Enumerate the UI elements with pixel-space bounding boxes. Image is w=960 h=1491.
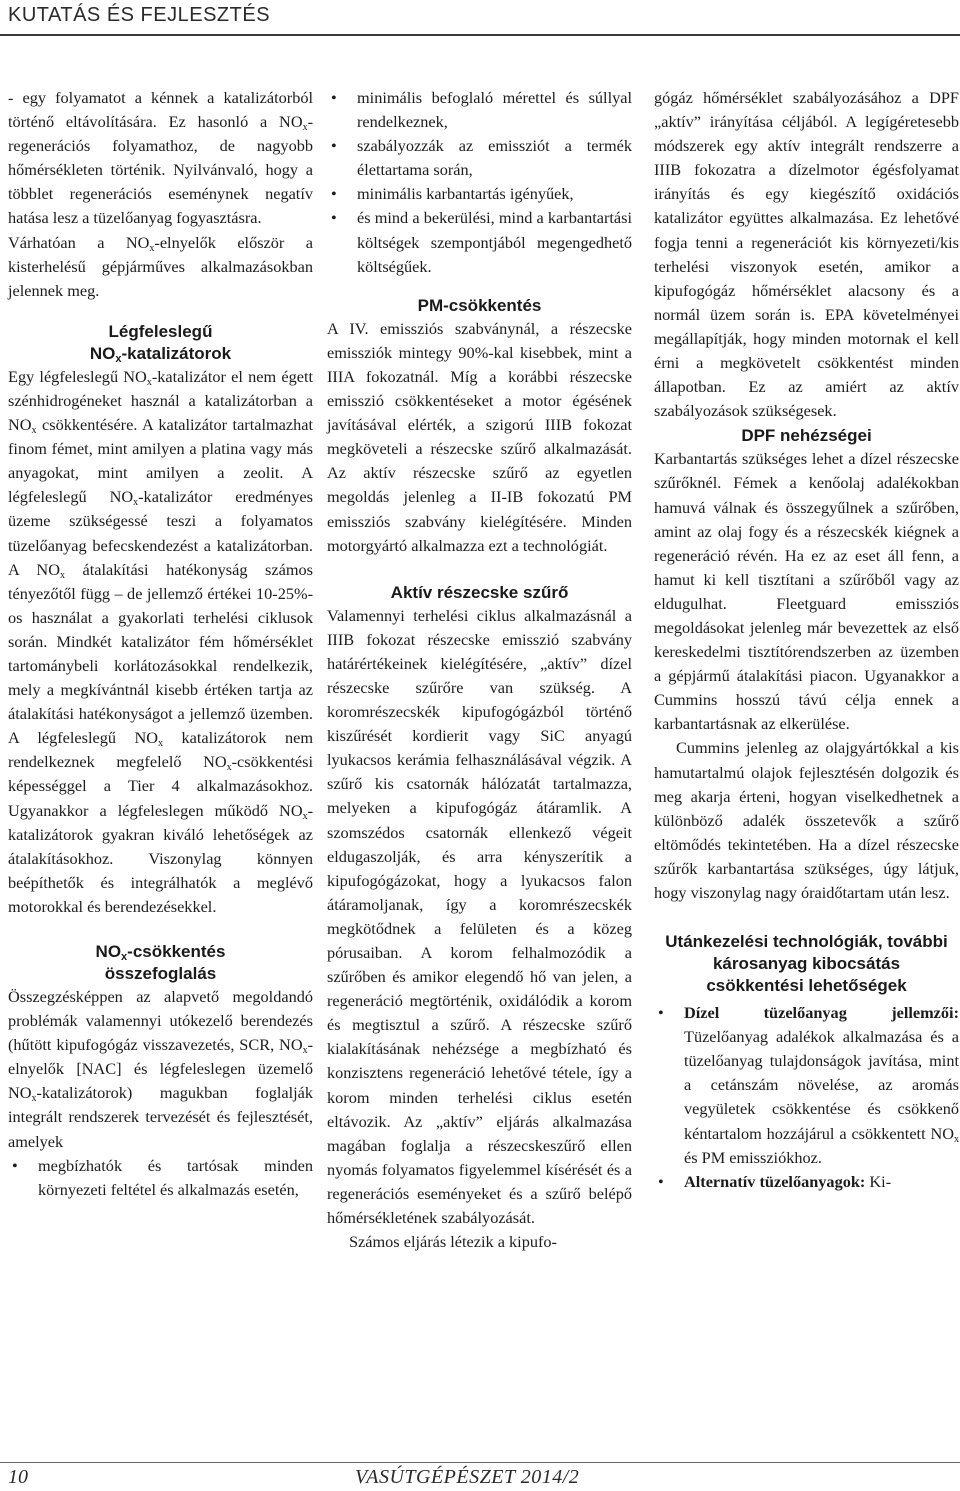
text: -csökkentési képességgel a Tier 4 alkalmazásokhoz. Ugyanakkor a légfeleslegen működő NO <box>8 752 313 820</box>
heading-text: NO <box>95 942 122 961</box>
heading-aftertreatment: Utánkezelési technológiák, további károsanyag kibocsátás csökkentési lehetőségek <box>665 932 948 996</box>
page-header <box>0 0 960 36</box>
list-item: • minimális karbantartás igényűek, <box>327 182 632 206</box>
text: Összegzésképpen az alapvető megoldandó problémák valamennyi utókezelő berendezés (hűtött kipufogógáz visszavezetés, SCR, NO <box>8 987 313 1055</box>
footer-rule <box>0 1462 960 1463</box>
list-item: • szabályozzák az emissziót a termék élettartama során, <box>327 134 632 182</box>
subscript: x <box>146 376 152 388</box>
text: -katalizátorok gyakran kiváló lehetőségek az átalakításokhoz. Viszonylag könnyen beépíthetők és integrálhatók a meglévő motorokkal és berendezésekkel. <box>8 800 313 916</box>
page-footer <box>0 1462 960 1491</box>
text: -elnyelők [NAC] és légfeleslegen üzemelő NO <box>8 1035 313 1103</box>
bold-text: Dízel tüzelőanyag jellemzői: <box>684 1003 959 1023</box>
bullet-list <box>8 1154 313 1202</box>
paragraph: Számos eljárás létezik a kipufo- <box>349 1232 557 1252</box>
paragraph: Valamennyi terhelési ciklus alkalmazásnál a IIIB fokozat részecske emisszió szabvány határértékeinek kielégítésére, „aktív” dízel részecske szűrőre van szükség. A koromrészecskék kipufogógázból történő kiszűrését kordierit vagy SiC anyagú lyukacsos kerámia felhasználásával végzik. A szűrő kis csatornák hálózatát tartalmazza, melyeken a kipufogógáz átáramlik. A szomszédos csatornák ellenkező végeit eldugaszolják, és arra kényszerítik a kipufogógázokat, hogy a lyukacsos falon átáramoljanak, így a koromrészecskék megkötődnek a felületen és a közeg pórusaiban. A korom felhalmozódik a szűrőben és amikor elegendő hő van jelen, a regeneráció megtörténik, oxidálódik a korom és megtisztul a szűrő. A részecske szűrő kialakításának nehézsége a megbízható és konzisztens regeneráció lehetővé tétele, így a korom minden terhelési ciklus esetén eltávozik. Az „aktív” eljárás alkalmazása magában foglalja a részecskeszűrő ellen nyomás folyamatos figyelemmel kísérését és a regenerációs eseményeket és a szűrő belépő hőmérsékletének szabályozását. <box>327 605 632 1228</box>
paragraph <box>8 231 313 303</box>
heading-text: NO <box>89 343 116 363</box>
text: katalizátorok nem rendelkeznek megfelelő NO <box>8 728 314 772</box>
text: Tüzelőanyag adalékok alkalmazása és a tüzelőanyag tulajdonságok javítása, mint a cetánszám növelése, az aromás vegyületek csökkentése és csökkenő kéntartalom hozzájárul a csökkentett NO <box>684 1027 959 1143</box>
paragraph: gógáz hőmérséklet szabályozásához a DPF „aktív” irányítása céljából. A legígéretesebb módszerek egy aktív integrált rendszerre a IIIB fokozatra a dízelmotor égésfolyamat irányítás és egy kiegészítő oxidációs katalizátor együttes alkalmazása. Ez lehetővé fogja tenni a regenerációt kis környezeti/kis terhelési viszonyok esetén, amikor a kipufogógáz hőmérséklet alacsony és a normál üzem során is. EPA követelményei megállapítják, hogy minden motornak el kell érni a megkövetelt csökkentést minden állapotban. Ez az amiért az aktív szabályozások szükségesek. <box>654 88 959 421</box>
text: Egy légfeleslegű NO <box>8 366 147 386</box>
heading-text: Légfeleslegű <box>108 321 213 341</box>
heading-active-filter: Aktív részecske szűrő <box>390 582 569 602</box>
subscript: x <box>302 1045 308 1057</box>
paragraph: A IV. emissziós szabványnál, a részecske emissziók mintegy 90%-kal kisebbek, mint a IIIA fokozatnál. Míg a korábbi részecske emisszió csökkentéseket a motor égésének javításával elérték, a szigorú IIIB fokozat megköveteli a részecske szűrő alkalmazását. Az aktív részecske szűrő az egyetlen megoldás jelenleg a II-IB fokozatú PM emissziós szabvány kielégítésére. Minden motorgyártó alkalmazza ezt a technológiát. <box>327 318 632 555</box>
text: és PM emissziókhoz. <box>684 1147 822 1167</box>
paragraph: Karbantartás szükséges lehet a dízel részecske szűrőknél. Fémek a kenőolaj adalékokban hamuvá válnak és összegyűlnek a szűrőben, amint az olaj fogy és a részecskék kiégnek a regeneráció révén. Ha ez az eset áll fenn, a hamut ki kell tisztítani a szűrőből vagy az eldugulhat. Fleetguard emissziós megoldásokat jelenleg már bevezettek az első kereskedelmi tisztítórendszerben az üzemben a gépjármű átalakítási piacon. Ugyanakkor a Cummins hosszú távú célja ennek a karbantartásnak az elkerülése. <box>654 449 959 734</box>
text: -katalizátorok) magukban foglalják integrált rendszerek tervezését és fejlesztését, amelyek <box>8 1083 313 1151</box>
text: Várhatóan a NO <box>8 232 150 252</box>
paragraph <box>8 86 313 231</box>
text: -elnyelők először a kisterhelésű gépjárműves alkalmazásokban jelennek meg. <box>8 232 313 300</box>
list-item <box>654 1001 959 1170</box>
text: -katalizátor el nem égett szénhidrogéneket használ a katalizátorban a NO <box>8 366 313 435</box>
paragraph <box>8 985 313 1154</box>
subscript: x <box>302 810 308 822</box>
subscript: x <box>121 951 128 963</box>
subscript: x <box>115 352 122 365</box>
heading-dpf-difficulties: DPF nehézségei <box>741 426 872 446</box>
text: átalakítási hatékonyság számos tényezőtől függ – de jellemző értékei 10-25%-os használat a gyakorlati terhelési ciklusok során. Mindkét katalizátor fém hőmérséklet tartománybeli korlátozásokkal rendelkezik, mely a megkívántnál kisebb értéken tartja az átalakítási hatékonyságot a jellemző üzemben. A légfeleslegű NO <box>8 559 313 748</box>
column-1 <box>8 86 313 1202</box>
column-3 <box>654 86 959 1194</box>
subscript: x <box>31 1093 37 1105</box>
list-item: • minimális befoglaló mérettel és súllyal rendelkeznek, <box>327 86 632 134</box>
subscript: x <box>954 1133 959 1145</box>
bullet-list <box>654 1001 959 1194</box>
text: - egy folyamatot a kénnek a katalizátorból történő eltávolítására. Ez hasonló a NO <box>8 88 313 132</box>
subscript: x <box>226 762 232 774</box>
header-rule <box>0 34 960 36</box>
paragraph: Cummins jelenleg az olajgyártókkal a kis hamutartalmú olajok fejlesztésén dolgozik és meg akarja érteni, hogyan viselkedhetnek a különböző adalék összetevők a szűrő eltömődés tekintetében. Ha a dízel részecske szűrők karbantartása szükséges, úgy látjuk, hogy viszonylag nagy óraidőtartam után lesz. <box>654 738 959 902</box>
heading-lean-nox <box>8 321 313 365</box>
subscript: x <box>59 569 65 581</box>
heading-pm-reduction: PM-csökkentés <box>417 295 542 315</box>
page-number: 10 <box>8 1466 28 1488</box>
bold-text: Alternatív tüzelőanyagok: <box>684 1171 866 1191</box>
subscript: x <box>149 242 155 254</box>
subscript: x <box>158 738 164 750</box>
paragraph <box>8 365 313 919</box>
text: Ki- <box>865 1171 892 1191</box>
text: -regenerációs folyamathoz, de nagyobb hőmérsékleten történik. Nyilvánvaló, hogy a többlet regenerációs eseménynek negatív hatása lesz a tüzelőanyag fogyasztásra. <box>8 112 313 228</box>
text: csökkentésére. A katalizátor tartalmazhat finom fémet, mint amilyen a platina vagy más anyagokat, mint amilyen a zeolit. A légfeleslegű NO <box>8 415 313 507</box>
journal-title: VASÚTGÉPÉSZET 2014/2 <box>355 1466 580 1488</box>
bullet-list <box>327 86 632 279</box>
subscript: x <box>133 497 139 509</box>
list-item: • és mind a bekerülési, mind a karbantartási költségek szempontjából megengedhető költségűek. <box>327 206 632 278</box>
heading-text: -katalizátorok <box>121 343 232 363</box>
section-title: KUTATÁS ÉS FEJLESZTÉS <box>8 4 271 26</box>
list-item: • megbízhatók és tartósak minden környezeti feltétel és alkalmazás esetén, <box>8 1154 313 1202</box>
column-2 <box>327 86 632 1254</box>
list-item <box>654 1170 959 1194</box>
subscript: x <box>302 122 308 134</box>
heading-text: összefoglalás <box>104 964 217 983</box>
heading-text: -csökkentés <box>127 942 226 961</box>
subscript: x <box>31 425 37 437</box>
heading-nox-summary <box>8 941 313 985</box>
text: -katalizátor eredményes üzeme szükségessé teszi a folyamatos tüzelőanyag befecskendezést a katalizátorban. A NO <box>8 487 313 579</box>
